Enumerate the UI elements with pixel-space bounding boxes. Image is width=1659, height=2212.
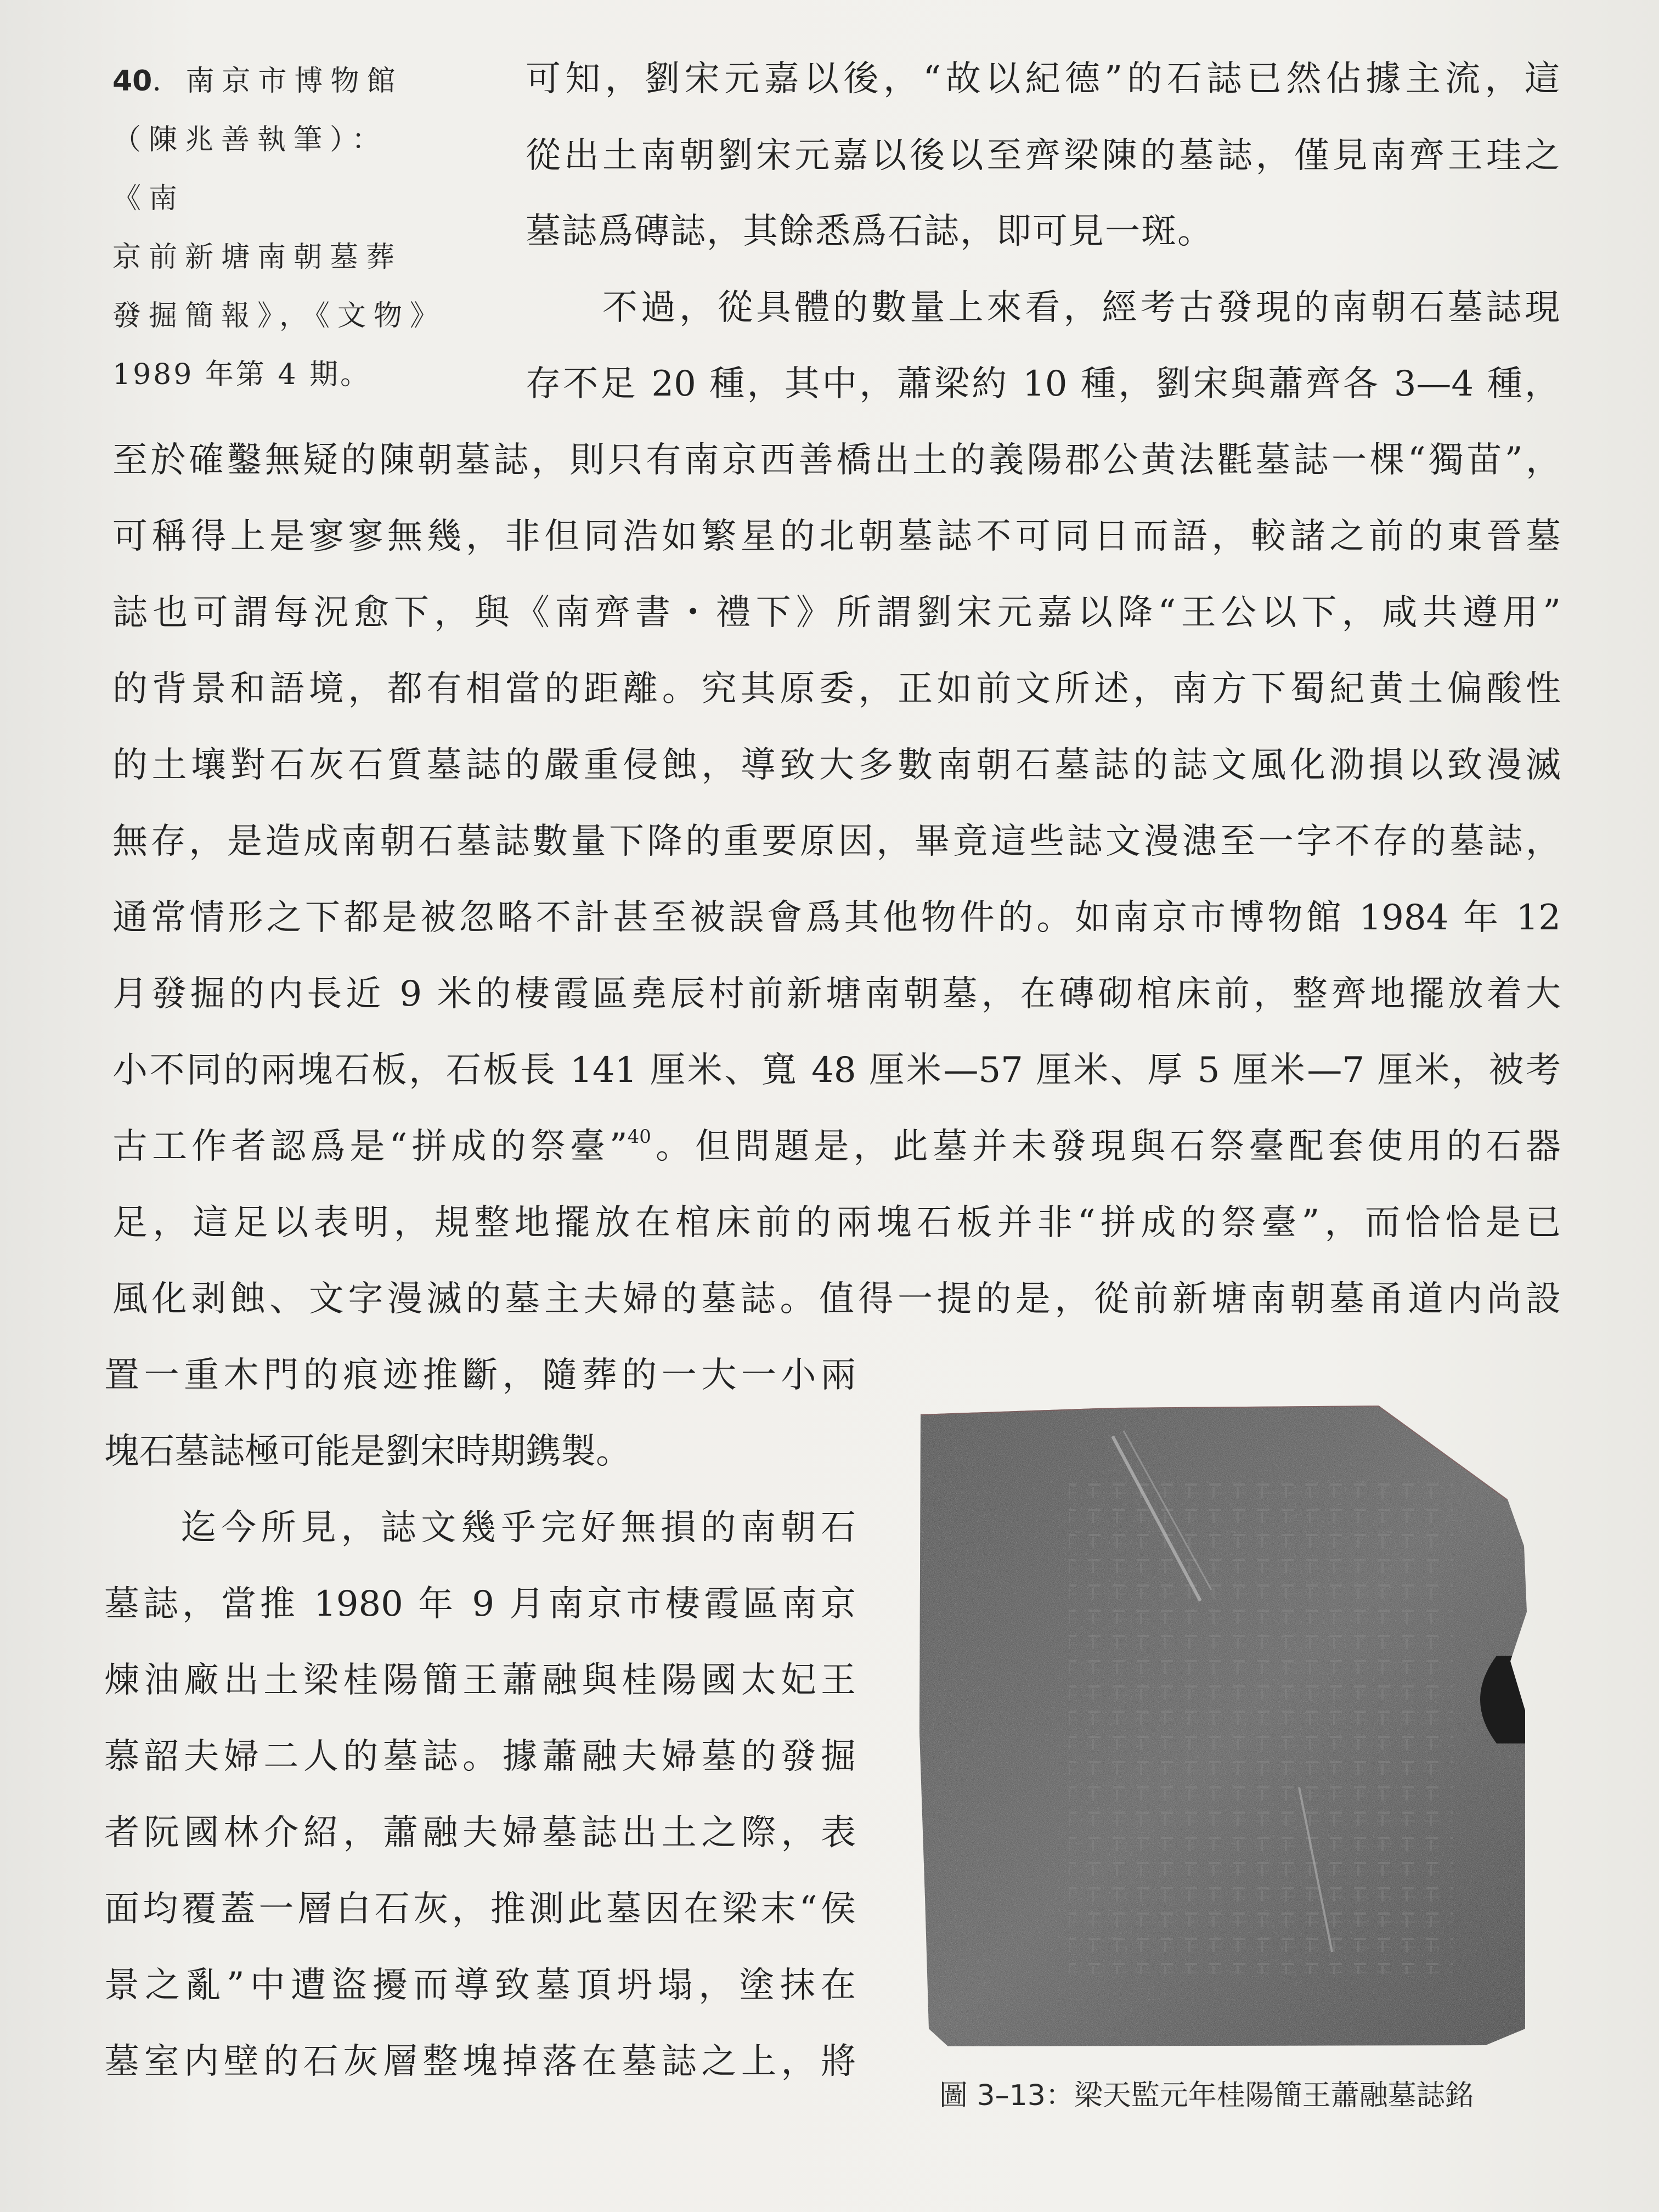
body-line: 慕韶夫婦二人的墓誌。據蕭融夫婦墓的發掘 xyxy=(104,1736,856,1777)
body-line: 月發掘的内長近 9 米的棲霞區堯辰村前新塘南朝墓，在磚砌棺床前，整齊地擺放着大 xyxy=(112,974,1561,1014)
body-line: 存不足 20 種，其中，蕭梁約 10 種，劉宋與蕭齊各 3—4 種， xyxy=(526,364,1560,404)
footnote-line-4: 發掘簡報》，《文物》 xyxy=(112,300,447,332)
footnote-line-1: 40. 南京市博物館 xyxy=(112,65,403,98)
body-line: 可稱得上是寥寥無幾，非但同浩如繁星的北朝墓誌不可同日而語，較諸之前的東晉墓 xyxy=(112,516,1561,557)
body-line: 置一重木門的痕迹推斷，隨葬的一大一小兩 xyxy=(104,1355,856,1396)
body-line: 至於確鑿無疑的陳朝墓誌，則只有南京西善橋出土的義陽郡公黄法氍墓誌一棵“獨苗”， xyxy=(112,440,1561,481)
stone-tablet-photo xyxy=(915,1403,1561,2051)
footnote-40 xyxy=(112,52,447,404)
body-line: 迄今所見，誌文幾乎完好無損的南朝石 xyxy=(181,1508,856,1548)
body-line: 風化剥蝕、文字漫滅的墓主夫婦的墓誌。值得一提的是，從前新塘南朝墓甬道内尚設 xyxy=(112,1279,1561,1319)
footnote-number: 40 xyxy=(112,65,153,98)
footnote-reference: 40 xyxy=(627,1126,651,1148)
body-line: 誌也可謂每況愈下，與《南齊書・禮下》所謂劉宋元嘉以降“王公以下，咸共遵用” xyxy=(112,592,1561,633)
body-line: 者阮國林介紹，蕭融夫婦墓誌出土之際，表 xyxy=(104,1813,856,1853)
body-line: 景之亂”中遭盜擾而導致墓頂坍塌，塗抹在 xyxy=(104,1965,856,2006)
body-line: 通常情形之下都是被忽略不計甚至被誤會爲其他物件的。如南京市博物館 1984 年 12 xyxy=(112,898,1561,938)
footnote-line-5: 1989 年第 4 期。 xyxy=(112,358,371,391)
body-line: 可知，劉宋元嘉以後，“故以紀德”的石誌已然佔據主流，這 xyxy=(526,59,1560,99)
body-line: 無存，是造成南朝石墓誌數量下降的重要原因，畢竟這些誌文漫漶至一字不存的墓誌， xyxy=(112,821,1561,862)
body-line: 墓誌爲磚誌，其餘悉爲石誌，即可見一斑。 xyxy=(526,211,1214,252)
inscription-text xyxy=(1069,1480,1453,1974)
body-line: 面均覆蓋一層白石灰，推測此墓因在梁末“侯 xyxy=(104,1889,856,1929)
body-line: 墓室内壁的石灰層整塊掉落在墓誌之上，將 xyxy=(104,2041,856,2082)
body-line: 足，這足以表明，規整地擺放在棺床前的兩塊石板并非“拼成的祭臺”，而恰恰是已 xyxy=(112,1203,1561,1243)
footnote-line-2: （陳兆善執筆）：《南 xyxy=(112,123,388,215)
body-line: 煉油廠出土梁桂陽簡王蕭融與桂陽國太妃王 xyxy=(104,1660,856,1701)
footnote-line-3: 京前新塘南朝墓葬 xyxy=(112,241,403,274)
stone-tablet-image xyxy=(915,1403,1561,2051)
body-line: 不過，從具體的數量上來看，經考古發現的南朝石墓誌現 xyxy=(602,287,1560,328)
body-line: 的土壤對石灰石質墓誌的嚴重侵蝕，導致大多數南朝石墓誌的誌文風化泐損以致漫滅 xyxy=(112,745,1561,786)
body-line: 墓誌，當推 1980 年 9 月南京市棲霞區南京 xyxy=(104,1584,856,1624)
body-line: 小不同的兩塊石板，石板長 141 厘米、寬 48 厘米—57 厘米、厚 5 厘米—7 厘米，被考 xyxy=(112,1050,1561,1091)
body-line: 從出土南朝劉宋元嘉以後以至齊梁陳的墓誌，僅見南齊王珪之 xyxy=(526,136,1560,176)
figure-caption: 圖 3–13：梁天監元年桂陽簡王蕭融墓誌銘 xyxy=(939,2079,1474,2112)
body-line: 的背景和語境，都有相當的距離。究其原委，正如前文所述，南方下蜀紀黄土偏酸性 xyxy=(112,669,1561,709)
body-line-with-footnote: 古工作者認爲是“拼成的祭臺”$^{40}$。但問題是，此墓并未發現與石祭臺配套使用的石器 xyxy=(112,1126,1561,1167)
body-line: 塊石墓誌極可能是劉宋時期鎸製。 xyxy=(104,1431,631,1472)
